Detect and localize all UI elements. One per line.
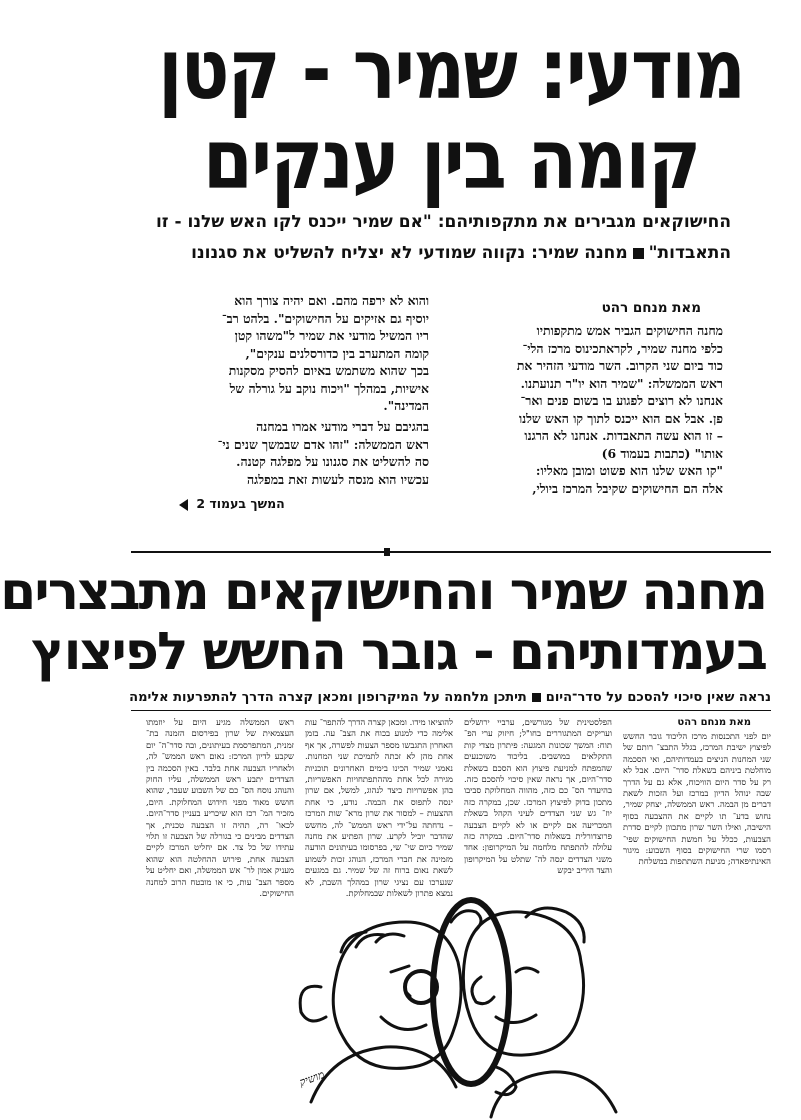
main-subhead-part-a: התאבדות": [648, 243, 731, 263]
second-headline-line2: בעמדותיהם - גובר החשש לפיצוץ: [31, 622, 766, 682]
column-line: בהגיבם על דברי מודעי אמרו במחנה: [256, 419, 429, 434]
divider-mark: [384, 548, 390, 556]
second-deck-part-b: תיתכן מלחמה על המיקרופון ומכאן קצרה הדרך להתפרעות אלימה: [129, 690, 527, 705]
right-head: [463, 912, 583, 1055]
column-line: – זו הוא עשה התאבדות. אנחנו לא הרגנו: [524, 428, 723, 443]
column-line: קומה המתערב בין כדורסלנים ענקים",: [245, 345, 429, 361]
second-column-4: ראש הממשלה מגיע היום על יוזמתו העצמאית של שרון בפירסום הזמנה בת־ זמנית, המתפרסמת בעיתונים, ובה סדר־ה־ יום שקבע לדיון המרכז: נאום ראש הממש־ לה, ולאחריו הצבעה אחת בלבד. באין הסכמה בין הצדדים יתבע ראש הממשלה, עליו החוק והנוהג נוסח הס־ כם של השבוע שעבר, שהוא חושש מאוד מפני חידוש המחלוקת. היום, מזכיר המ־ רכז הוא שיכריע בעניין סדר־היום. לכאו־ רה, תהיה זו הצבעה טכנית, אך הצדדים מבינים כי בגורלה של הצבעה זו תלוי עתידו של כל צד. אם יחליט המרכז לקיים הצבעה אחת, פירוש ההחלטה הוא שהוא מעניק אמון לר־ אש הממשלה, ואם יחליט על מספר הצב־ עות, כי או מובטח הרוב למחנה החישוקים.: [146, 717, 294, 899]
second-column-2: הפלסטינית של מגורשים, ערביי ירושלים ועריקים המתגוררים בחו"ל; חיזוק ערי הפ־ תוח: המשך שכונות המגעה: פיתרון מצדי קות התקלאים במושבים. בליכוד משוכנעים שהמפתח למניעת פיצוץ הוא הסכם בשאלת סדר־היום, אך נראה שאין סיכוי להסכם כזה. בהיעדר הס־ כם כזה, מהווה המחלוקת סביבו מתכון בדוק לפיצוץ המרכז. שכן, במקרה כזה יוז־ גש שני הצדדים לעיני הקהל בשאלת המכריעה אם לקיים או לא לקיים הצבעה פרוצדורלית בשאלות סדר־היום. במקרה כזה עלולה להתפתח מלחמה על המיקרופון: אחד משני הצדדים ינסה לה־ שתלט על המיקרופון והצד היריב יבקש: [464, 717, 612, 876]
main-subhead-line2: [191, 243, 731, 263]
second-deck-part-a: נראה שאין סיכוי להסכם על סדר־היום: [545, 690, 771, 705]
triangle-left-icon: [179, 499, 188, 511]
column-line: עכשיו הוא מנסה לעשות זאת במפלגה: [247, 471, 429, 487]
right-nose: [472, 977, 494, 1004]
right-eye: [516, 968, 538, 972]
second-deck: [129, 690, 771, 705]
column-line: והוא לא ירפה מהם. ואם יהיה צורך הוא: [234, 293, 429, 308]
main-subhead-part-b: מחנה שמיר: נקווה שמודעי לא יצליח להשליט את סגנונו: [191, 243, 628, 263]
column-line: כוד ביום שני הקרוב. השר מודעי הזהיר את: [516, 358, 723, 373]
column-line: כלפי מחנה שמיר, לקראתכינוס מרכז הלי־: [522, 340, 723, 356]
continued-label: המשך בעמוד 2: [196, 496, 285, 511]
column-line: אלה הם החישוקים שקיבל המרכז ביולי,: [532, 480, 723, 496]
main-byline: מאת מנחם רהט: [601, 300, 701, 316]
main-subhead-line1: החישוקאים מגבירים את מתקפותיהם: "אם שמיר ייכנס לקו האש שלנו - זו: [155, 212, 731, 232]
column-line: "קו האש שלנו הוא פשוט ומובן מאליו:: [535, 463, 723, 478]
main-headline-line1: מודעי: שמיר - קטן: [157, 21, 745, 118]
column-line: ראש הממשלה: "זהו אדם שבמשך שנים ני־: [217, 436, 429, 452]
column-line: ראש הממשלה: "שמיר הוא יו"ר תנועתנו.: [520, 375, 723, 391]
cartoon-illustration: [281, 892, 621, 1117]
column-line: ריו המשיל מודעי את שמיר ל"משהו קטן: [234, 328, 429, 343]
left-ear: [300, 986, 326, 1021]
column-line: אותו" (כתבות בעמוד 6): [601, 445, 723, 461]
left-body: [311, 1047, 456, 1102]
section-divider: [131, 551, 771, 553]
column-line: סה להשליט את סגנונו על מפלגה קטנה.: [236, 454, 429, 469]
column-line: פן. אבל אם הוא ייכנס לתוך קו האש שלנו: [518, 410, 723, 426]
square-separator-icon: [633, 248, 644, 259]
second-column-3: להוציאו מידו. ומכאן קצרה הדרך להתפר־ עות אלימה כדי למנוע בכוח את הצב־ עה. בזמן האחרון התגבשו מספר הצעות לפשרה, אך אף אחת מהן לא זכתה לתמיכת שני המחנות. נאמני שמיר הכינו בימים האחרונים תוכניות מגירה לכל אחת מההתפתחויות האפשריות, בהן אפשרויות כיצד לנהוג, למשל, אם שרון ינסה לתפוס את הבמה. נודע, כי אחת ההצעות – למסור את שרון מרא־ שות המרכז – נדחתה על־ידי ראש הממש־ לה, מחשש שהדבר יוביל לקרע. שרון הפתיע את מחנה שמיר כיום שי־ שי, בפרסומו בעיתונים הודעה מזמינה את חברי המרכז, הנוהג זכות לשמוע לשאת נאום ברוח זה של שמיר. גם במגעים שנערכו עם נציגי שרון במהלך השבת, לא נמצא פתרון לשאלות שבמחלוקת.: [305, 717, 453, 899]
main-left-column-p1: [179, 292, 429, 415]
square-separator-icon: [532, 693, 541, 702]
column-line: אישיות, במהלך "ויכוח נוקב על גורלה של: [229, 380, 429, 396]
cartoon-signature: מושיק: [297, 1067, 327, 1090]
left-mouth: [381, 1017, 426, 1030]
column-line: מחנה החישוקים הגביר אמש מתקפותיו: [536, 323, 723, 338]
main-left-column-p2: [179, 418, 429, 488]
column-line: המדינה".: [383, 398, 429, 413]
main-right-column: [458, 322, 723, 497]
second-column-1: יום לפני התכנסות מרכז הליכוד גובר החשש לפיצוץ ישיבת המרכז, בגלל התבצ־ רותם של שני המחנות הניצים בעמדותיהם, ואי הסכמה מוחלטת ביניהם בשאלת סדר־ היום. אבל לא רק על סדר היום הוויכוח, אלא גם על הדרך שבה ינוהל הדיון במרכז ועל הזכות לשאת דברים מן הבמה. ראש הממשלה, יצחק שמיר, נחוש בדע־ תו לקיים את ההצבעה בסוף הישיבה, ואילו השר שרון מתכוון לקיים סדרת הצבעות, ככלל על חמשת החישוקים שפי־ רסמו שרי החישוקים בסוף השבוע: מיגור האינתיפאדה; מניעת השתתפות במשלחת: [623, 731, 771, 867]
main-headline-line2: קומה בין ענקים: [202, 111, 700, 208]
column-line: יוסיף גם אזיקים על החישוקים". בלהט רב־: [221, 310, 429, 326]
continued-note: [179, 496, 285, 511]
column-line: אנחנו לא רוצים לפגוע בו בשום פנים ואר־: [520, 393, 723, 408]
deck-rule: [131, 710, 771, 711]
second-byline: מאת מנחם רהט: [677, 717, 751, 728]
second-headline-line1: מחנה שמיר והחישוקאים מתבצרים: [0, 562, 766, 622]
right-mouth: [496, 1015, 536, 1023]
column-line: בכך שהוא משתמש באיום להסיק מסקנות: [228, 363, 429, 378]
